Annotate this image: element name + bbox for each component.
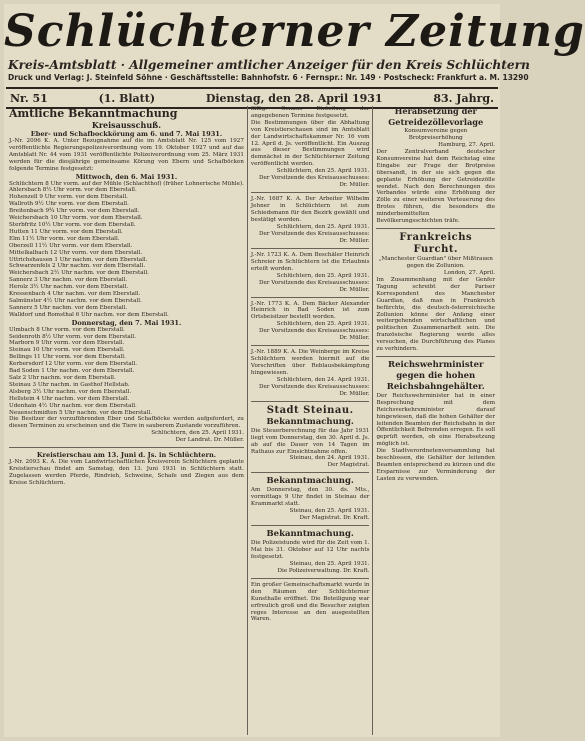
article-text: Die Stadtverordnetenversammlung hat beschlossen, die Gehälter der leitenden Beamten entsprechend zu kürzen und die Ersparnisse zur Verminderung der Lasten zu verwenden.	[376, 448, 496, 482]
schedule-entry: Hohenzell 9 Uhr vorm. vor dem Eberstall.	[9, 194, 128, 201]
article-title: Reichswehrminister gegen die hohen Reichsbahngehälter.	[386, 359, 485, 392]
schedule-entry: Oberzell 11½ Uhr vorm. vor dem Eberstall.	[9, 242, 133, 249]
divider	[251, 525, 370, 526]
signature-place: Schlüchtern, den 25. April 1931.	[151, 430, 244, 437]
divider	[9, 447, 244, 448]
schedule-entry: Salmünster 4½ Uhr nachm. vor dem Eberstall.	[9, 297, 142, 304]
notice-heading-2: Kreistierschau am 13. Juni d. Js. in Schlüchtern.	[36, 451, 217, 460]
divider	[251, 345, 370, 346]
paragraph: fällig. Genaue Einteilung der angegebenen Termine festgesetzt.	[250, 106, 370, 119]
divider	[251, 578, 370, 579]
signature: Der Landrat. Dr. Müller.	[175, 437, 244, 444]
schedule-entry: Salz 2 Uhr nachm. vor dem Eberstall.	[9, 375, 116, 381]
announcement-text: Die Polizeistunde wird für die Zeit vom 1. Mai bis 31. Oktober auf 12 Uhr nachts festgesetzt.	[250, 540, 370, 560]
article-subtitle: „Manchester Guardian" über Mißtrauen gegen die Zollunion.	[378, 255, 493, 269]
signature: Der Vorsitzende des Kreisausschusses: Dr. Müller.	[259, 383, 370, 397]
signature-place: Schlüchtern, den 25. April 1931.	[276, 168, 370, 175]
schedule-entry: Kressenbach 4 Uhr nachm. vor dem Eberstall.	[9, 291, 141, 298]
announcement-text: Die Steuerberechnung für das Jahr 1931 liegt vom Donnerstag, den 30. April d. Js. ab auf die Dauer von 14 Tagen im Rathaus zur Einsichtnahme offen.	[250, 427, 370, 455]
notice-closing: Die Besitzer der vorzuführenden Eber und Schafböcke werden aufgefordert, zu diesen Terminen zu erscheinen und die Tiere in sauberem Zustande vorzuführen.	[9, 416, 244, 430]
paragraph: Ein großer Gemeinschaftsmarkt wurde in den Räumen der Schlüchterner Kunsthalle eröffnet. Die Beteiligung war erfreulich groß und die Besucher zeigten reges Interesse an den ausgestellten Waren.	[250, 581, 370, 623]
schedule-entry: Bellings 11 Uhr vorm. vor dem Eberstall.	[9, 354, 126, 361]
divider	[251, 297, 370, 298]
schedule-entry: Ahlersbach 8½ Uhr vorm. vor dem Eberstall.	[9, 187, 137, 194]
schedule-entry: Sterbfritz 10½ Uhr vorm. vor dem Eberstall.	[9, 221, 136, 228]
article-text: Der Reichswehrminister hat in einer Besprechung mit dem Reichsverkehrsminister darauf hingewiesen, daß die hohen Gehälter der leitenden Beamten der Reichsbahn in der Öffentlichkeit Befremden erregen. Es soll geprüft werden, ob eine Herabsetzung möglich ist.	[376, 392, 496, 448]
schedule-entry: Wallroth 9½ Uhr vorm. vor dem Eberstall.	[9, 201, 129, 208]
schedule-entry: Mittelkalbach 12 Uhr vorm. vor dem Eberstall.	[9, 249, 143, 256]
section-subtitle: Kreisausschuß.	[91, 120, 162, 130]
schedule-entry: Sannerz 5 Uhr nachm. vor dem Eberstall.	[9, 304, 128, 311]
divider	[251, 248, 370, 249]
signature: Der Magistrat.	[327, 462, 370, 469]
schedule-entry: Walldorf und Romsthal 6 Uhr nachm. vor dem Eberstall.	[9, 311, 169, 318]
signature-place: Schlüchtern, den 25. April 1931.	[276, 321, 370, 328]
schedule-entry: Elm 11½ Uhr vorm. vor dem Eberstall.	[9, 235, 120, 242]
column-1	[6, 106, 248, 735]
column-2	[248, 106, 374, 735]
signature-place: Steinau, den 25. April 1931.	[289, 560, 370, 567]
masthead-title: Schlüchterner Zeitung	[4, 6, 585, 57]
signature-place: Steinau, den 25. April 1931.	[289, 508, 370, 515]
schedule-entry: Seidenroth 8½ Uhr vorm. vor dem Eberstall.	[9, 333, 137, 340]
column-3	[373, 106, 498, 735]
schedule-entry: Alsberg 3½ Uhr nachm. vor dem Eberstall.	[9, 388, 132, 395]
signature: Die Polizeiverwaltung. Dr. Kraft.	[277, 567, 370, 574]
section-title: Amtliche Bekanntmachung	[9, 107, 178, 120]
signature-place: Schlüchtern, den 24. April 1931.	[276, 376, 370, 383]
announcement-title: Bekanntmachung.	[266, 416, 354, 427]
schedule-entry: Sannerz 3 Uhr nachm. vor dem Eberstall.	[9, 277, 128, 284]
paragraph: J.-Nr. 1723 K. A. Dem Beschäler Heinrich Schreier in Schlüchtern ist die Erlaubnis erteilt worden.	[250, 251, 370, 272]
publisher-line: Druck und Verlag: J. Steinfeld Söhne · Geschäftsstelle: Bahnhofstr. 6 · Fernspr.: Nr. 149 · Postscheck: Frankfurt a. M. 13290	[8, 73, 529, 82]
issue-number: Nr. 51	[10, 91, 48, 105]
schedule-entry: Hellstein 4 Uhr nachm. vor dem Eberstall.	[9, 395, 130, 402]
divider	[376, 356, 495, 357]
masthead-subtitle: Kreis-Amtsblatt · Allgemeiner amtlicher Anzeiger für den Kreis Schlüchtern	[8, 58, 530, 72]
signature: Der Vorsitzende des Kreisausschusses: Dr. Müller.	[259, 230, 370, 244]
announcement-title: Bekanntmachung.	[266, 476, 354, 487]
schedule-entry: Schwarzenfels 2 Uhr nachm. vor dem Eberstall.	[9, 263, 146, 270]
article-text: Der Zentralverband deutscher Konsumvereine hat dem Reichstag eine Eingabe zur Frage der Brotpreise übersandt, in der sie sich gegen die geplante Erhöhung der Getreidezölle wendet. Nach den Berechnungen des Verbandes würde eine Erhöhung der Zölle zu einer weiteren Verteuerung des Brotes führen, die besonders die minderbemittelten Bevölkerungsschichten träfe.	[376, 149, 496, 225]
schedule-list-2	[9, 327, 244, 417]
day-heading-1: Mittwoch, den 6. Mai 1931.	[75, 172, 178, 181]
signature-place: Schlüchtern, den 25. April 1931.	[276, 272, 370, 279]
schedule-entry: Schlüchtern 8 Uhr vorm. auf der Mühle (Schlachthof) (früher Lohnerische Mühle).	[9, 180, 244, 187]
dateline: Hamburg, 27. April.	[438, 142, 496, 148]
columns	[6, 106, 498, 735]
schedule-entry: Bad Soden 1 Uhr nachm. vor dem Eberstall.	[9, 368, 135, 375]
day-heading-2: Donnerstag, den 7. Mai 1931.	[71, 318, 182, 327]
schedule-entry: Steinau 3 Uhr nachm. in Gasthof Hellstab.	[9, 381, 130, 388]
article-text: Im Zusammenhang mit der Genfer Tagung schreibt der Pariser Korrespondent des Manchester Guardian, daß man in Frankreich befürchte, die deutsch-österreichische Zollunion könne der Anfang einer weitergehenden wirtschaftlichen und politischen Zusammenarbeit sein. Die französische Regierung werde alles versuchen, die Durchführung des Planes zu verhindern.	[376, 276, 496, 353]
divider	[376, 228, 495, 229]
article-title: Frankreichs Furcht.	[399, 231, 473, 255]
signature-place: Steinau, den 24. April 1931.	[289, 455, 370, 462]
schedule-entry: Steinau 10 Uhr vorm. vor dem Eberstall.	[9, 347, 125, 354]
paragraph: Die Bestimmungen über die Abhaltung von Kreistierschauen sind im Amtsblatt der Landwirtschaftskammer Nr. 16 vom 12. April d. Js. veröffentlicht. Ein Auszug aus dieser Bestimmungen wird demnächst in der Schlüchterner Zeitung veröffentlicht werden.	[250, 119, 370, 168]
signature: Der Vorsitzende des Kreisausschusses: Dr. Müller.	[259, 279, 370, 293]
article-subtitle: Konsumvereine gegen Brotpreiserhöhung	[404, 128, 468, 141]
announcement-title: Bekanntmachung.	[266, 529, 354, 540]
schedule-entry: Udenhain 4½ Uhr nachm. vor dem Eberstall.	[9, 402, 137, 409]
schedule-entry: Uttrichshausen 1 Uhr nachm. vor dem Eberstall.	[9, 256, 148, 263]
schedule-entry: Breitenbach 9¾ Uhr vorm. vor dem Eberstall.	[9, 208, 140, 215]
schedule-entry: Ulmbach 8 Uhr vorm. vor dem Eberstall.	[9, 326, 125, 333]
newspaper-page	[4, 4, 585, 737]
schedule-entry: Weichersbach 10 Uhr vorm. vor dem Eberstall.	[9, 215, 143, 222]
issue-date: Dienstag, den 28. April 1931	[205, 91, 383, 105]
signature: Der Vorsitzende des Kreisausschusses: Dr. Müller.	[259, 328, 370, 342]
signature-place: Schlüchtern, den 25. April 1931.	[276, 223, 370, 230]
dateline: London, 27. April.	[443, 269, 496, 276]
signature: Der Magistrat. Dr. Kraft.	[299, 515, 370, 522]
notice-text-2: J.-Nr. 2093 K. A. Die vom Landwirtschaftlichen Kreisverein Schlüchtern geplante Kreistierschau findet am Samstag, den 13. Juni 1931 in Schlüchtern statt. Zugelassen werden Pferde, Rindvieh, Schweine, Schafe und Ziegen aus dem Kreise Schlüchtern.	[9, 459, 244, 486]
schedule-entry: Weichersbach 2½ Uhr nachm. vor dem Eberstall.	[9, 270, 149, 277]
paragraph: J.-Nr. 1889 K. A. Die Weinberge im Kreise Schlüchtern werden hiermit auf die Vorschriften über Reblausbekämpfung hingewiesen.	[250, 349, 370, 376]
signature: Der Vorsitzende des Kreisausschusses: Dr. Müller.	[259, 175, 370, 189]
divider	[251, 192, 370, 193]
sheet-label: (1. Blatt)	[98, 91, 156, 105]
divider	[251, 401, 370, 402]
divider	[251, 472, 370, 473]
paragraph: J.-Nr. 1773 K. A. Dem Bäcker Alexander Heinrich in Bad Soden ist zum Ortsbeisitzer bestellt worden.	[250, 300, 370, 321]
schedule-entry: Hutten 11 Uhr vorm. vor dem Eberstall.	[9, 228, 123, 235]
notice-heading: Eber- und Schafbockkörung am 6. und 7. Mai 1931.	[30, 130, 223, 138]
schedule-entry: Marborn 9 Uhr vorm. vor dem Eberstall.	[9, 340, 125, 347]
notice-intro: J.-Nr. 2096 K. A. Unter Bezugnahme auf die im Amtsblatt Nr. 125 vom 1927 veröffentlichte Regierungspolizeiverordnung vom 19. Oktober 1927 und auf das Amtsblatt Nr. 44 vom 1931 veröffentlichte Polizeiverordnung vom 25. März 1931 werden für die diesjährige gemeinsame Körung von Ebern und Schafböcken folgende Termine festgesetzt:	[9, 138, 244, 172]
schedule-entry: Neuenschmidten 5 Uhr nachm. vor dem Eberstall.	[9, 409, 152, 416]
volume-year: 83. Jahrg.	[433, 91, 494, 105]
schedule-list-1	[9, 181, 244, 319]
city-heading: Stadt Steinau.	[266, 404, 354, 416]
paragraph: J.-Nr. 1687 K. A. Der Arbeiter Wilhelm Jehner in Schlüchtern ist zum Schiedsmann für den Bezirk gewählt und bestätigt worden.	[250, 196, 370, 223]
schedule-entry: Kerbersdorf 12 Uhr vorm. vor dem Eberstall.	[9, 361, 138, 368]
schedule-entry: Herolz 3½ Uhr nachm. vor dem Eberstall.	[9, 284, 129, 291]
article-title: Herabsetzung der Getreidezöllevorlage	[388, 106, 484, 127]
announcement-text: Am Donnerstag, den 30. ds. Mts., vormittags 9 Uhr findet in Steinau der Krammarkt statt.	[250, 487, 370, 508]
